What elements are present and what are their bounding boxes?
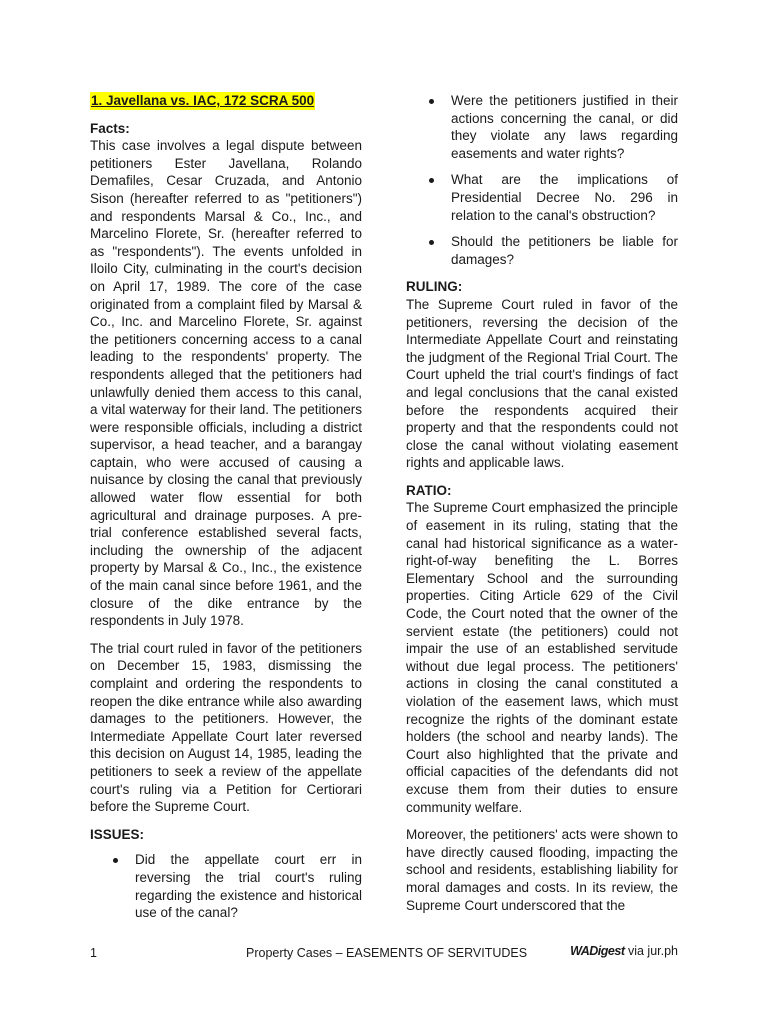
case-title: 1. Javellana vs. IAC, 172 SCRA 500	[91, 93, 315, 108]
facts-heading: Facts:	[90, 120, 130, 136]
page-number: 1	[90, 946, 97, 960]
issues-list-left	[90, 851, 362, 921]
left-column	[90, 92, 362, 932]
facts-paragraph-1: This case involves a legal dispute between petitioners Ester Javellana, Rolando Demafiles, Cesar Cruzada, and Antonio Sison (hereafter referred to as "petitioners") and respondents Marsal & Co., Inc., and Marcelino Florete, Sr. (hereafter referred to as "respondents"). The events unfolded in Iloilo City, culminating in the court's decision on April 17, 1989. The core of the case originated from a complaint filed by Marsal & Co., Inc. and Marcelino Florete, Sr. against the petitioners concerning access to a canal leading to the respondents' property. The respondents alleged that the petitioners had unlawfully denied them access to this canal, a vital waterway for their land. The petitioners were responsible officials, including a district supervisor, a head teacher, and a barangay captain, who were accused of causing a nuisance by closing the canal that previously allowed water flow essential for both agricultural and drainage purposes. A pre-trial conference established several facts, including the ownership of the adjacent property by Marsal & Co., Inc., the existence of the main canal since before 1961, and the closure of the dike entrance by the respondents in July 1978.	[90, 138, 362, 629]
ratio-paragraph-1: The Supreme Court emphasized the principle of easement in its ruling, stating that the canal had historical significance as a water-right-of-way benefiting the L. Borres Elementary School and the surrounding properties. Citing Article 629 of the Civil Code, the Court noted that the owner of the servient estate (the petitioners) could not impair the use of an established servitude without due legal process. The petitioners' actions in closing the canal constituted a violation of the easement laws, which must recognize the rights of the dominant estate holders (the school and nearby lands). The Court also highlighted that the private and official capacities of the defendants did not excuse them from their duties to ensure community welfare.	[406, 500, 678, 815]
issues-heading: ISSUES:	[90, 826, 145, 842]
issues-list-right	[406, 92, 678, 268]
ratio-heading: RATIO:	[406, 482, 452, 498]
ruling-paragraph: The Supreme Court ruled in favor of the petitioners, reversing the decision of the Intermediate Appellate Court and reinstating the judgment of the Regional Trial Court. The Court upheld the trial court's findings of fact and legal conclusions that the canal existed before the respondents acquired their property and that the respondents could not close the canal without violating easement rights and applicable laws.	[406, 296, 678, 471]
brand-name: WADigest	[570, 944, 625, 958]
page-footer	[90, 944, 678, 964]
issue-item: What are the implications of Presidential Decree No. 296 in relation to the canal's obstruction?	[406, 171, 678, 224]
brand-logo	[570, 944, 678, 958]
facts-paragraph-2: The trial court ruled in favor of the petitioners on December 15, 1983, dismissing the complaint and ordering the respondents to reopen the dike entrance while also awarding damages to the petitioners. However, the Intermediate Appellate Court later reversed this decision on August 14, 1985, leading the petitioners to seek a review of the appellate court's ruling via a Petition for Certiorari before the Supreme Court.	[90, 640, 362, 815]
issue-item: Did the appellate court err in reversing the trial court's ruling regarding the existence and historical use of the canal?	[90, 851, 362, 921]
footer-title: Property Cases – EASEMENTS OF SERVITUDES	[246, 946, 528, 960]
brand-suffix: via jur.ph	[627, 944, 678, 958]
right-column	[406, 92, 678, 924]
issue-item: Were the petitioners justified in their actions concerning the canal, or did they violate any laws regarding easements and water rights?	[406, 92, 678, 162]
issue-item: Should the petitioners be liable for damages?	[406, 233, 678, 268]
ratio-paragraph-2: Moreover, the petitioners' acts were shown to have directly caused flooding, impacting the school and residents, establishing liability for moral damages and costs. In its review, the Supreme Court underscored that the	[406, 827, 678, 913]
ruling-heading: RULING:	[406, 279, 463, 295]
